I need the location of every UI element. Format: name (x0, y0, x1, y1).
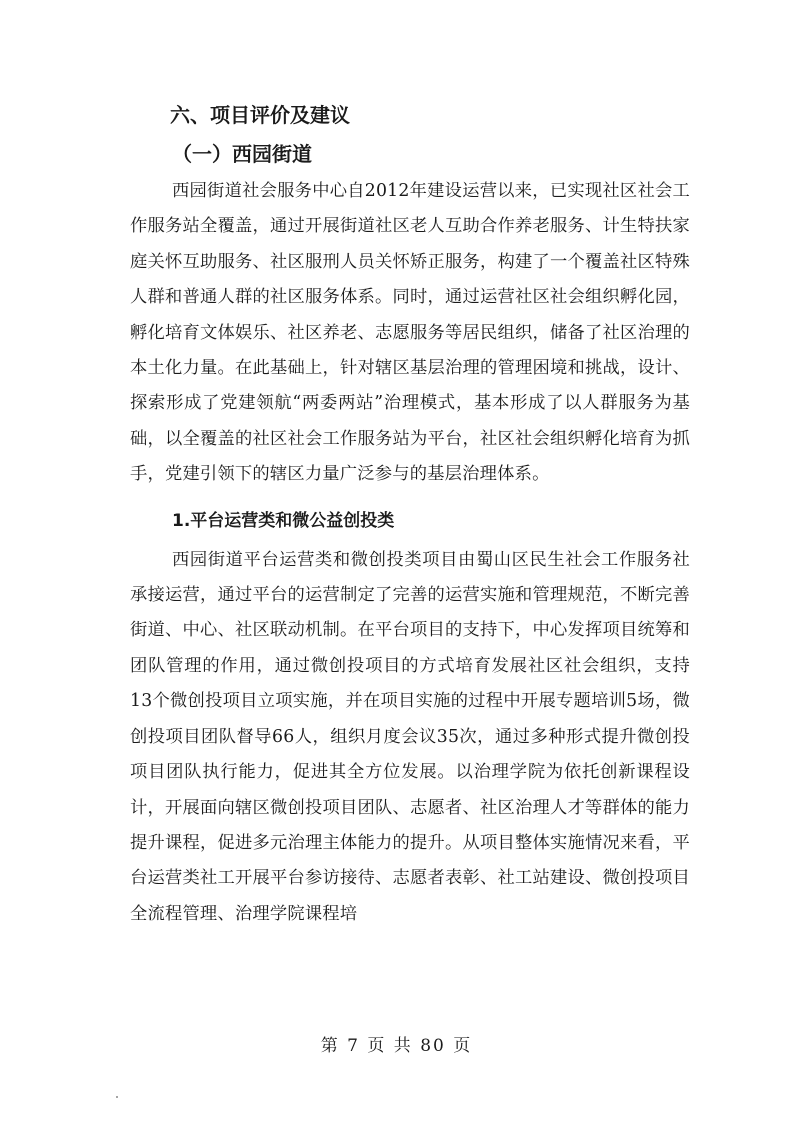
subsection-title: （一）西园街道 (172, 142, 312, 166)
item-paragraph: 西园街道平台运营类和微创投类项目由蜀山区民生社会工作服务社承接运营，通过平台的运营制定了完善的运营实施和管理规范，不断完善街道、中心、社区联动机制。在平台项目的支持下，中心发挥项目统筹和团队管理的作用，通过微创投项目的方式培育发展社区社会组织，支持13个微创投项目立项实施，并在项目实施的过程中开展专题培训5场，微创投项目团队督导66人，组织月度会议35次，通过多种形式提升微创投项目团队执行能力，促进其全方位发展。以治理学院为依托创新课程设计，开展面向辖区微创投项目团队、志愿者、社区治理人才等群体的能力提升课程，促进多元治理主体能力的提升。从项目整体实施情况来看，平台运营类社工开展平台参访接待、志愿者表彰、社工站建设、微创投项目全流程管理、治理学院课程培 (130, 549, 690, 924)
section-title: 六、项目评价及建议 (170, 103, 350, 127)
page-number-footer: 第 7 页 共 80 页 (320, 1036, 473, 1056)
page-body (130, 96, 690, 932)
scan-speck (116, 1096, 118, 1098)
item-title: 1.平台运营类和微公益创投类 (172, 510, 395, 531)
intro-paragraph: 西园街道社会服务中心自2012年建设运营以来，已实现社区社会工作服务站全覆盖，通过开展街道社区老人互助合作养老服务、计生特扶家庭关怀互助服务、社区服刑人员关怀矫正服务，构建了一个覆盖社区特殊人群和普通人群的社区服务体系。同时，通过运营社区社会组织孵化园，孵化培育文体娱乐、社区养老、志愿服务等居民组织，储备了社区治理的本土化力量。在此基础上，针对辖区基层治理的管理困境和挑战，设计、探索形成了党建领航“两委两站”治理模式，基本形成了以人群服务为基础，以全覆盖的社区社会工作服务站为平台，社区社会组织孵化培育为抓手，党建引领下的辖区力量广泛参与的基层治理体系。 (130, 181, 690, 485)
